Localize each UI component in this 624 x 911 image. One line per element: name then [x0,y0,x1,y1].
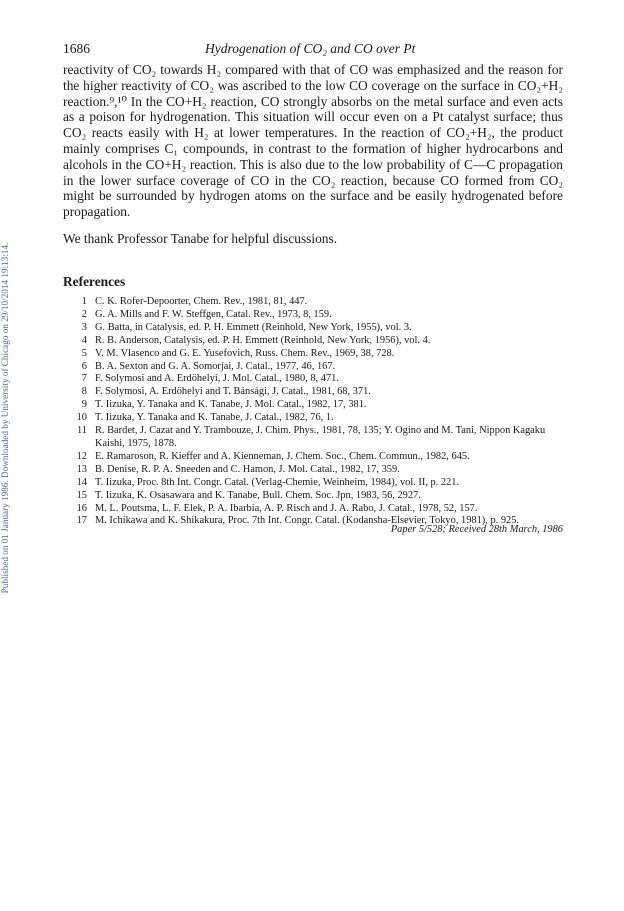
reference-number: 6 [81,360,87,372]
reference-item [63,425,565,451]
reference-text: B. Denise, R. P. A. Sneeden and C. Hamon, J. Mol. Catal., 1982, 17, 359. [95,463,400,475]
reference-text: R. B. Anderson, Catalysis, ed. P. H. Emmett (Reinhold, New York, 1956), vol. 4. [95,334,431,346]
body-paragraph: reactivity of CO₂ towards H₂ compared with that of CO was emphasized and the reason for the higher reactivity of CO₂ was ascribed to the low CO coverage on the surface in CO₂+H₂ reaction.⁹,¹⁰ In the CO+H₂ reaction, CO strongly absorbs on the metal surface and even acts as a poison for hydrogenation. This situation will occur even on a Pt catalyst surface; thus CO₂ reacts easily with H₂ at lower temperatures. In the reaction of CO₂+H₂, the product mainly comprises C₁ compounds, in contrast to the formation of higher hydrocarbons and alcohols in the CO+H₂ reaction. This is also due to the low probability of C—C propagation in the lower surface coverage of CO in the CO₂ reaction, because CO formed from CO₂ might be surrounded by hydrogen atoms on the surface and be easily hydrogenated before propagation. [63,62,563,220]
reference-item [63,335,565,348]
reference-text: T. Iizuka, Y. Tanaka and K. Tanabe, J. Catal., 1982, 76, 1. [95,412,334,424]
reference-number: 4 [81,334,87,346]
reference-text: T. Iizuka, Y. Tanaka and K. Tanabe, J. Mol. Catal., 1982, 17, 381. [95,399,367,411]
reference-item [63,399,565,412]
reference-number: 9 [81,399,87,411]
reference-number: 14 [76,476,87,488]
reference-number: 16 [76,502,87,514]
reference-text: V. M. Vlasenco and G. E. Yusefovich, Russ. Chem. Rev., 1969, 38, 728. [95,347,395,359]
acknowledgement: We thank Professor Tanabe for helpful discussions. [63,231,338,246]
reference-number: 10 [76,412,87,424]
reference-number: 17 [76,515,87,527]
references-heading: References [63,274,126,289]
reference-number: 3 [81,321,87,333]
running-head: Hydrogenation of CO₂ and CO over Pt [205,41,416,56]
reference-text: G. A. Mills and F. W. Steffgen, Catal. Rev., 1973, 8, 159. [95,308,332,320]
reference-number: 2 [81,308,87,320]
reference-text: B. A. Sexton and G. A. Somorjai, J. Catal., 1977, 46, 167. [95,360,336,372]
reference-item [63,361,565,374]
reference-item [63,373,565,386]
paper-footer: Paper 5/528; Received 28th March, 1986 [390,524,563,535]
reference-item [63,412,565,425]
reference-number: 8 [81,386,87,398]
reference-text: M. L. Poutsma, L. F. Elek, P. A. Ibarbia, A. P. Risch and J. A. Rabo, J. Catal., 1978, 52, 157. [95,502,478,514]
reference-number: 13 [76,463,87,475]
reference-item [63,296,565,309]
reference-number: 12 [76,450,87,462]
reference-item [63,464,565,477]
reference-item [63,322,565,335]
reference-text: T. Iizuka, K. Osasawara and K. Tanabe, Bull. Chem. Soc. Jpn, 1983, 56, 2927. [95,489,421,501]
reference-text: E. Ramaroson, R. Kieffer and A. Kienneman, J. Chem. Soc., Chem. Commun., 1982, 645. [95,450,470,462]
reference-item [63,451,565,464]
reference-item [63,503,565,516]
page-number: 1686 [63,41,90,56]
reference-text: T. Iizuka, Proc. 8th Int. Congr. Catal. (Verlag-Chemie, Weinheim, 1984), vol. II, p. 221. [95,476,460,488]
reference-text: M. Ichikawa and K. Shikakura, Proc. 7th Int. Congr. Catal. (Kodansha-Elsevier, Tokyo, 1981), p. 925. [95,515,520,527]
reference-text: C. K. Rofer-Depoorter, Chem. Rev., 1981, 81, 447. [95,296,308,307]
reference-number: 5 [81,347,87,359]
reference-item [63,477,565,490]
reference-item [63,490,565,503]
reference-text: G. Batta, in Catalysis, ed. P. H. Emmett (Reinhold, New York, 1955), vol. 3. [95,321,412,333]
reference-item [63,348,565,361]
reference-number: 1 [81,296,87,307]
reference-number: 11 [76,425,87,437]
reference-text: F. Solymosi and A. Erdöhelyi, J. Mol. Catal., 1980, 8, 471. [95,373,339,385]
reference-item [63,386,565,399]
reference-list [63,296,565,528]
reference-number: 7 [81,373,87,385]
reference-number: 15 [76,489,87,501]
reference-text: R. Bardet, J. Cazat and Y. Trambouze, J. Chim. Phys., 1981, 78, 135; Y. Ogino and M. Tani, Nippon Kagaku Kaishi, 1975, 1878. [95,425,546,449]
reference-item [63,309,565,322]
reference-text: F. Solymosi, A. Erdöhelyi and T. Bánsági, J. Catal., 1981, 68, 371. [95,386,371,398]
download-stamp: Published on 01 January 1986. Downloaded by University of Chicago on 29/10/2014 19:13:14. [0,242,10,594]
